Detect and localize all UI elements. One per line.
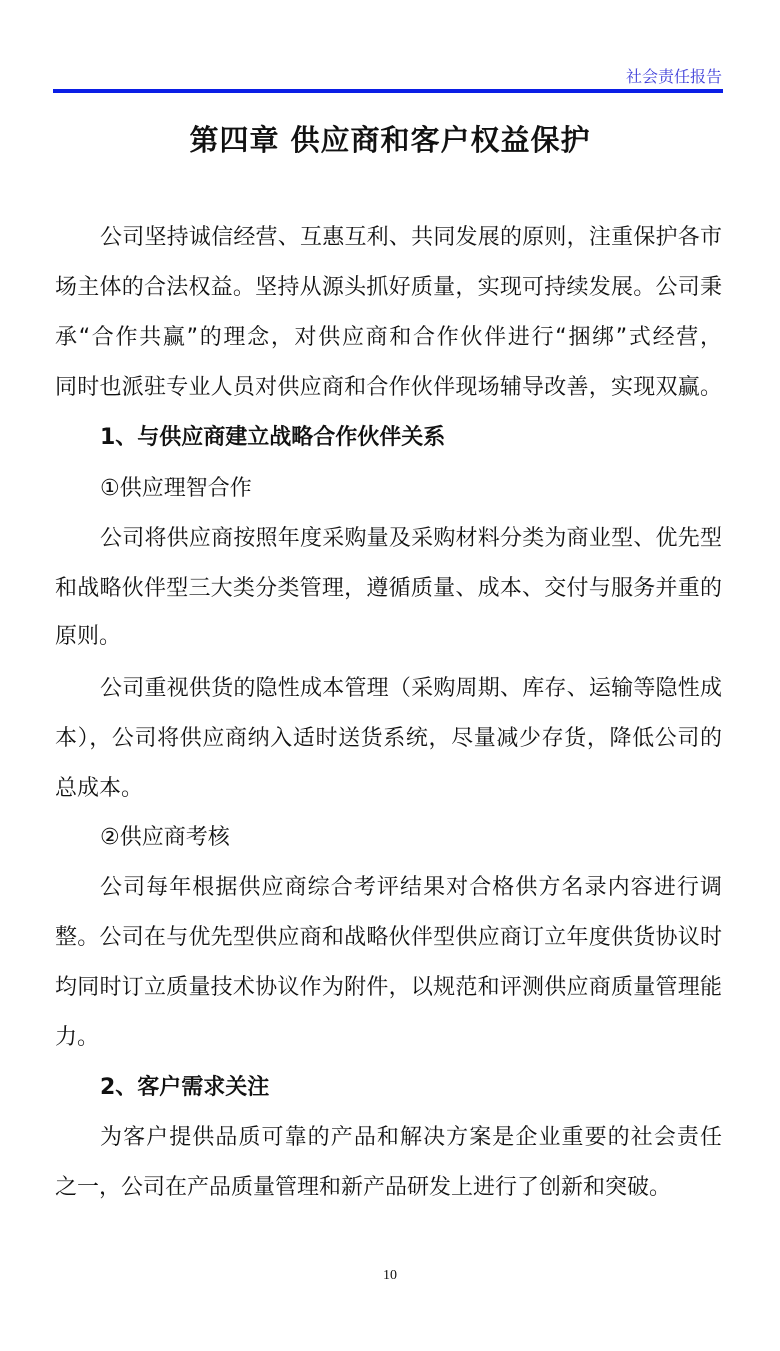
text-line: 之一，公司在产品质量管理和新产品研发上进行了创新和突破。 <box>55 1175 672 1200</box>
text-line: 均同时订立质量技术协议作为附件，以规范和评测供应商质量管理能 <box>55 975 722 1000</box>
chapter-title: 第四章 供应商和客户权益保护 <box>189 123 591 157</box>
text-line: 本），公司将供应商纳入适时送货系统，尽量减少存货，降低公司的 <box>55 726 722 751</box>
page-number: 10 <box>383 1268 397 1283</box>
text-line: 公司将供应商按照年度采购量及采购材料分类为商业型、优先型 <box>100 526 722 551</box>
subheading-2: ②供应商考核 <box>100 825 230 850</box>
text-line: 为客户提供品质可靠的产品和解决方案是企业重要的社会责任 <box>100 1125 722 1150</box>
text-line: 同时也派驻专业人员对供应商和合作伙伴现场辅导改善，实现双赢。 <box>55 375 722 400</box>
text-line: 公司重视供货的隐性成本管理（采购周期、库存、运输等隐性成 <box>100 676 722 701</box>
text-line: 总成本。 <box>55 776 144 801</box>
text-line: 力。 <box>55 1025 100 1050</box>
running-header: 社会责任报告 <box>625 67 722 86</box>
header-rule <box>53 89 723 93</box>
text-line: 场主体的合法权益。坚持从源头抓好质量，实现可持续发展。公司秉 <box>55 275 722 300</box>
section-heading-2: 2、客户需求关注 <box>100 1075 270 1100</box>
text-line: 承“合作共赢”的理念，对供应商和合作伙伴进行“捆绑”式经营， <box>55 325 722 350</box>
subheading-1: ①供应理智合作 <box>100 476 252 501</box>
text-line: 公司坚持诚信经营、互惠互利、共同发展的原则，注重保护各市 <box>100 225 722 250</box>
section-heading-1: 1、与供应商建立战略合作伙伴关系 <box>100 425 446 450</box>
text-line: 公司每年根据供应商综合考评结果对合格供方名录内容进行调 <box>100 875 722 900</box>
text-line: 原则。 <box>55 624 122 649</box>
text-line: 整。公司在与优先型供应商和战略伙伴型供应商订立年度供货协议时 <box>55 925 722 950</box>
text-line: 和战略伙伴型三大类分类管理，遵循质量、成本、交付与服务并重的 <box>55 576 722 601</box>
